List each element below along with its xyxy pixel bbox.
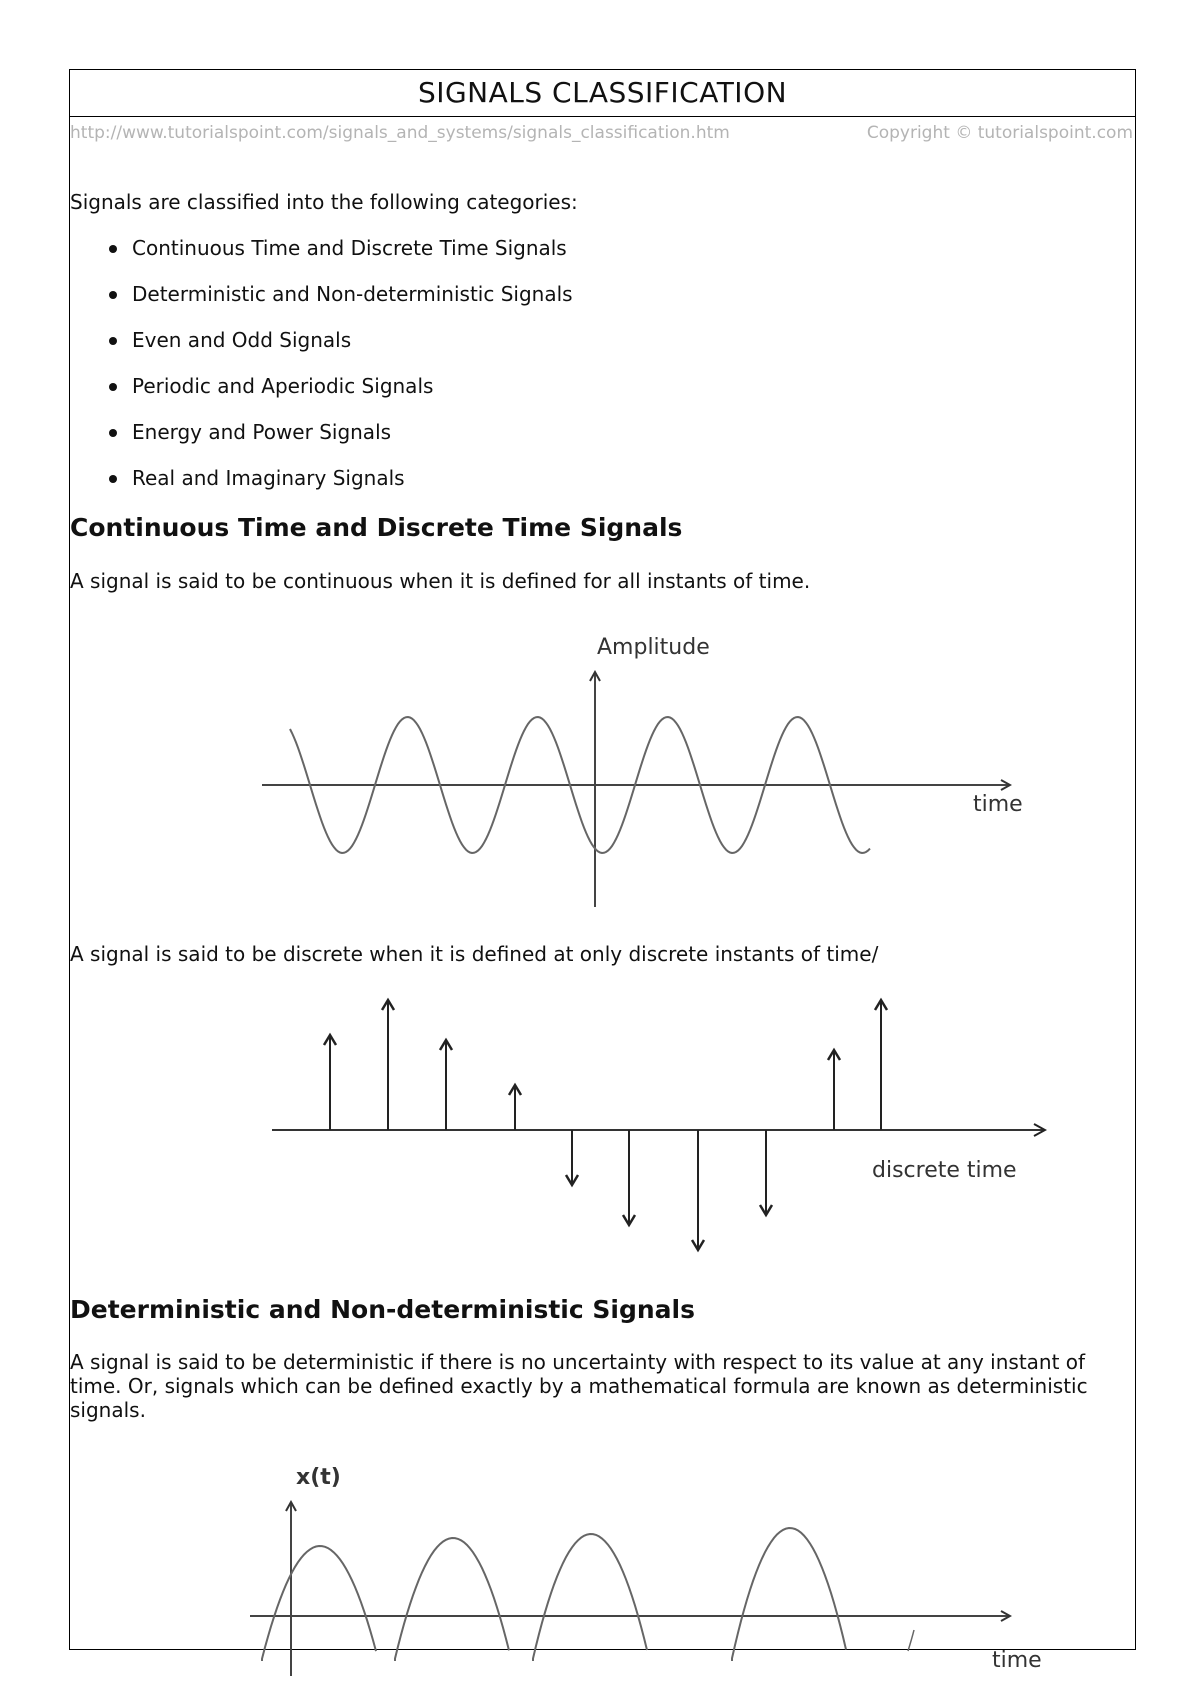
discrete-signal-figure: [180, 975, 1100, 1255]
source-url[interactable]: http://www.tutorialspoint.com/signals_and_systems/signals_classification.htm: [70, 123, 730, 143]
deterministic-time-label: time: [992, 1648, 1042, 1673]
xt-label: x(t): [296, 1465, 341, 1490]
amplitude-label: Amplitude: [597, 635, 710, 660]
discrete-time-label: discrete time: [872, 1158, 1017, 1183]
list-item: Periodic and Aperiodic Signals: [70, 363, 573, 409]
list-item: Energy and Power Signals: [70, 409, 573, 455]
list-item: Deterministic and Non-deterministic Signals: [70, 271, 573, 317]
discrete-definition: A signal is said to be discrete when it is defined at only discrete instants of time/: [70, 942, 879, 966]
heading-deterministic: Deterministic and Non-deterministic Signals: [70, 1295, 695, 1324]
list-item: Real and Imaginary Signals: [70, 455, 573, 501]
list-item: Even and Odd Signals: [70, 317, 573, 363]
list-item: Continuous Time and Discrete Time Signals: [70, 225, 573, 271]
continuous-signal-figure: [170, 610, 1090, 910]
deterministic-waveform: [262, 1528, 846, 1661]
time-label: time: [973, 792, 1023, 817]
heading-continuous: Continuous Time and Discrete Time Signals: [70, 513, 683, 542]
deterministic-signal-figure: [170, 1446, 1090, 1673]
copyright-notice: Copyright © tutorialspoint.com: [866, 123, 1133, 143]
category-list: [70, 225, 573, 501]
continuous-definition: A signal is said to be continuous when it is defined for all instants of time.: [70, 569, 811, 593]
deterministic-definition: A signal is said to be deterministic if there is no uncertainty with respect to its value at any instant of time. Or, signals which can be defined exactly by a mathematical formula are known as deterministic signals.: [70, 1350, 1088, 1422]
intro-text: Signals are classified into the following categories:: [70, 190, 578, 214]
waveform-fragment: [908, 1630, 914, 1651]
document-page: [69, 69, 1136, 1673]
page-title: SIGNALS CLASSIFICATION: [70, 70, 1135, 117]
